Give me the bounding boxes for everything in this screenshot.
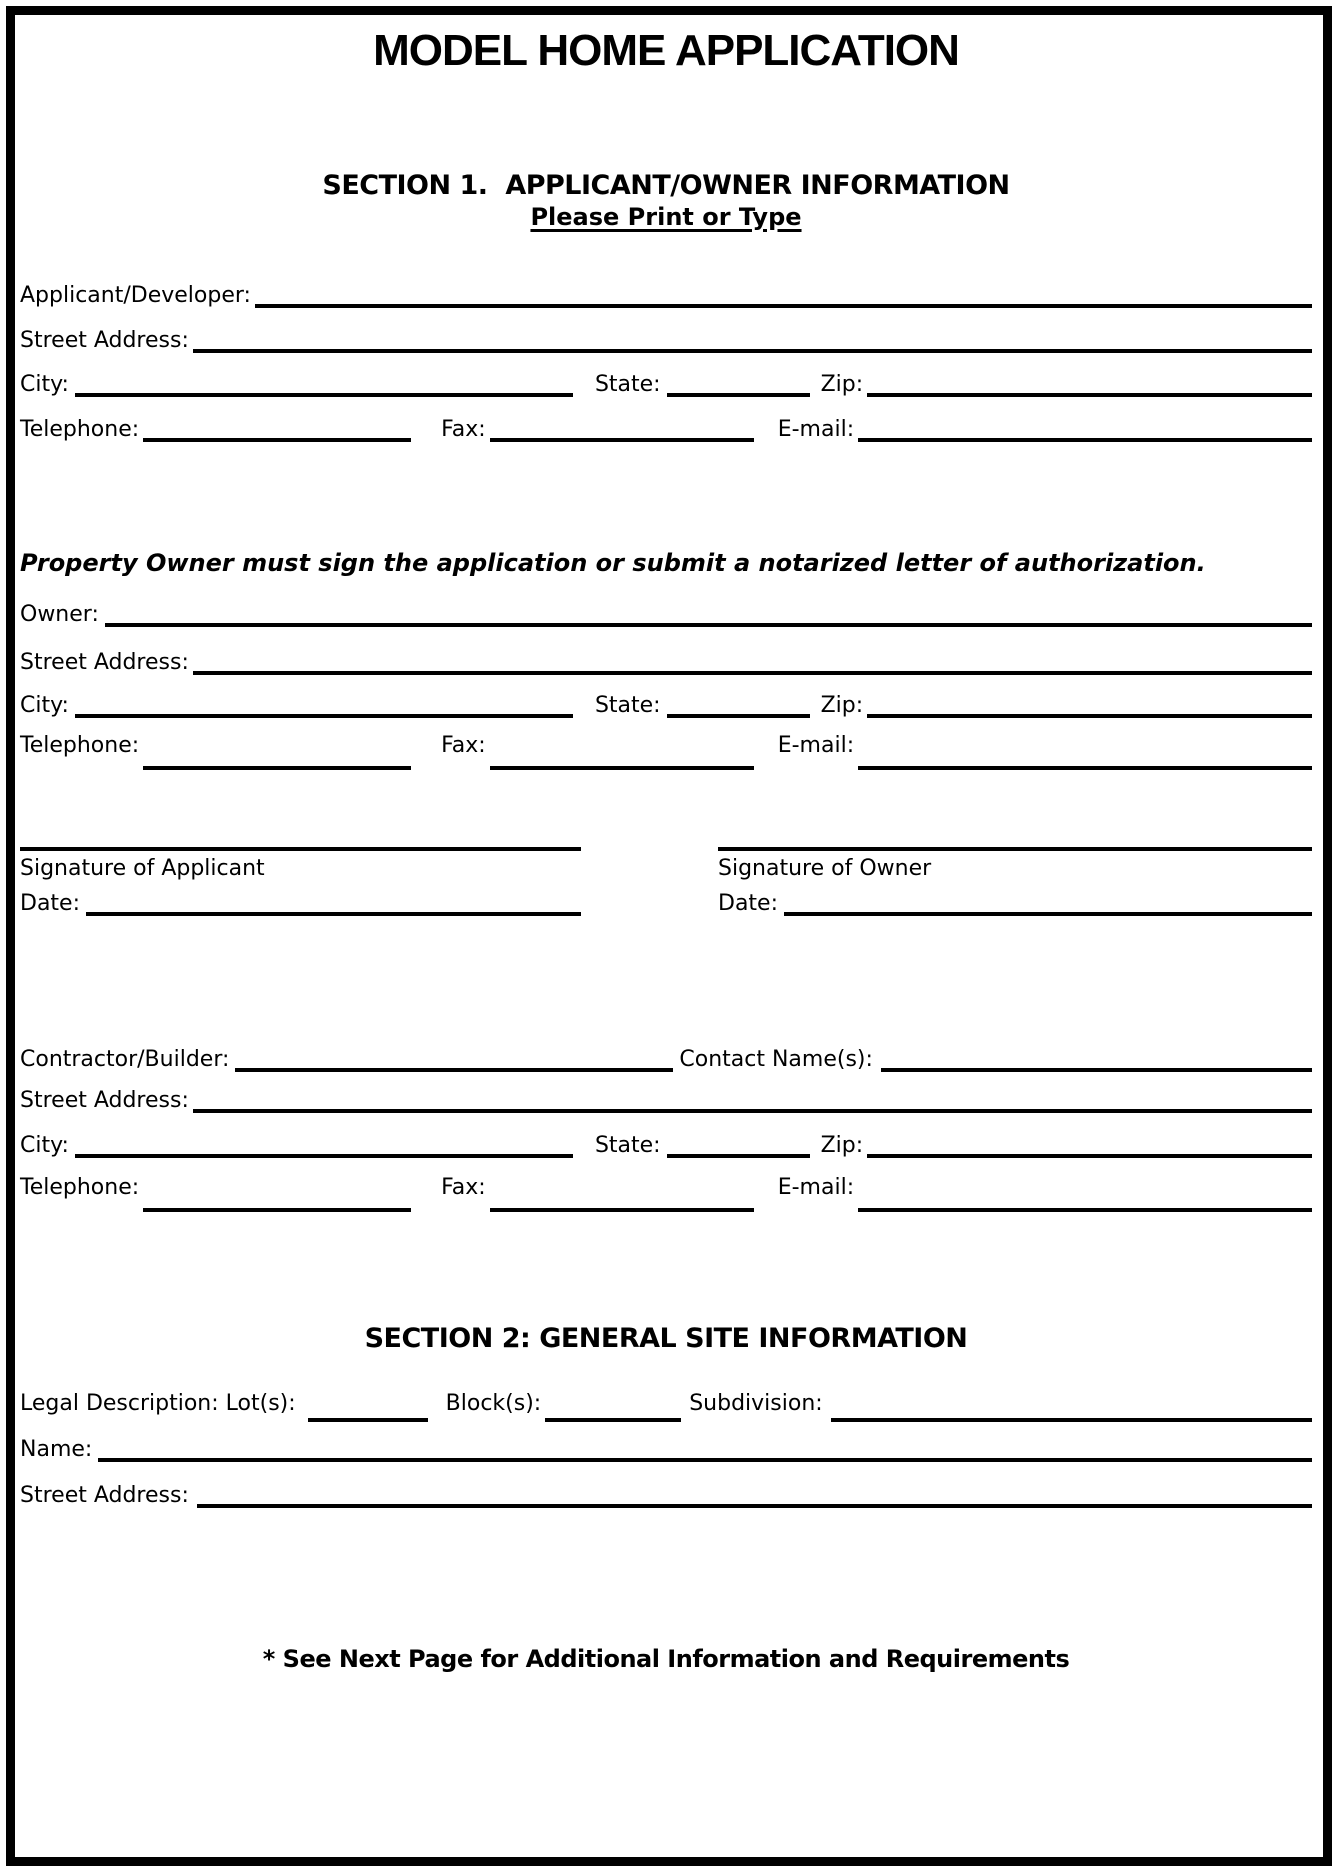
owner-email-label: E-mail: — [777, 732, 855, 758]
lot-input[interactable] — [308, 1418, 428, 1422]
site-street-address-input[interactable] — [197, 1504, 1312, 1508]
contractor-zip-label: Zip: — [820, 1132, 864, 1158]
owner-date-row — [718, 886, 1312, 916]
owner-row — [20, 597, 1312, 627]
signature-of-applicant-caption: Signature of Applicant — [20, 856, 265, 881]
applicant-signature-line[interactable] — [20, 847, 581, 851]
site-street-address-label: Street Address: — [20, 1482, 189, 1508]
name-label: Name: — [20, 1436, 93, 1462]
applicant-zip-label: Zip: — [820, 371, 864, 397]
applicant-street-address-label: Street Address: — [20, 327, 189, 353]
contact-names-label: Contact Name(s): — [679, 1046, 873, 1072]
owner-telephone-input[interactable] — [143, 766, 411, 770]
applicant-street-address-input[interactable] — [193, 349, 1312, 353]
contractor-telephone-row — [20, 1170, 1312, 1200]
site-street-address-row — [20, 1478, 1312, 1508]
applicant-telephone-row — [20, 412, 1312, 442]
subdivision-name-row — [20, 1432, 1312, 1462]
section1-heading: SECTION 1. APPLICANT/OWNER INFORMATION — [322, 170, 1010, 201]
applicant-email-label: E-mail: — [777, 416, 855, 442]
section2-heading: SECTION 2: GENERAL SITE INFORMATION — [364, 1323, 968, 1354]
owner-signature-line[interactable] — [718, 847, 1312, 851]
form-title: MODEL HOME APPLICATION — [373, 26, 959, 75]
owner-telephone-label: Telephone: — [20, 732, 140, 758]
owner-street-address-row — [20, 645, 1312, 675]
owner-fax-label: Fax: — [441, 732, 486, 758]
owner-signature-notice: Property Owner must sign the application or submit a notarized letter of authorization. — [20, 549, 1206, 577]
owner-input[interactable] — [105, 623, 1312, 627]
owner-date-input[interactable] — [784, 912, 1312, 916]
applicant-city-state-zip-row — [20, 367, 1312, 397]
applicant-date-input[interactable] — [86, 912, 581, 916]
applicant-state-input[interactable] — [667, 393, 810, 397]
applicant-zip-input[interactable] — [867, 393, 1312, 397]
owner-city-state-zip-row — [20, 688, 1312, 718]
owner-state-label: State: — [594, 692, 661, 718]
contractor-state-input[interactable] — [667, 1154, 810, 1158]
applicant-email-input[interactable] — [858, 438, 1312, 442]
owner-zip-label: Zip: — [820, 692, 864, 718]
owner-city-input[interactable] — [75, 714, 573, 718]
signature-of-owner-caption: Signature of Owner — [718, 856, 932, 881]
see-next-page-note: * See Next Page for Additional Information and Requirements — [262, 1645, 1070, 1673]
applicant-telephone-input[interactable] — [143, 438, 411, 442]
contractor-builder-row — [20, 1042, 1312, 1072]
contractor-street-address-label: Street Address: — [20, 1087, 189, 1113]
contractor-zip-input[interactable] — [867, 1154, 1312, 1158]
name-input[interactable] — [98, 1458, 1312, 1462]
contractor-telephone-label: Telephone: — [20, 1174, 140, 1200]
owner-label: Owner: — [20, 601, 99, 627]
applicant-developer-row — [20, 278, 1312, 308]
contractor-fax-input[interactable] — [490, 1208, 754, 1212]
owner-state-input[interactable] — [667, 714, 810, 718]
owner-email-input[interactable] — [858, 766, 1312, 770]
owner-signature-block — [718, 847, 1312, 916]
owner-date-label: Date: — [718, 890, 778, 916]
owner-street-address-label: Street Address: — [20, 649, 189, 675]
owner-zip-input[interactable] — [867, 714, 1312, 718]
applicant-fax-input[interactable] — [490, 438, 754, 442]
contractor-telephone-input[interactable] — [143, 1208, 411, 1212]
applicant-developer-label: Applicant/Developer: — [20, 282, 251, 308]
contractor-email-input[interactable] — [858, 1208, 1312, 1212]
contractor-city-state-zip-row — [20, 1128, 1312, 1158]
contractor-fax-label: Fax: — [441, 1174, 486, 1200]
applicant-date-row — [20, 886, 581, 916]
applicant-telephone-label: Telephone: — [20, 416, 140, 442]
owner-street-address-input[interactable] — [193, 671, 1312, 675]
contractor-builder-input[interactable] — [235, 1068, 673, 1072]
applicant-street-address-row — [20, 323, 1312, 353]
owner-fax-input[interactable] — [490, 766, 754, 770]
contractor-street-address-row — [20, 1083, 1312, 1113]
owner-city-label: City: — [20, 692, 69, 718]
contractor-builder-label: Contractor/Builder: — [20, 1046, 230, 1072]
applicant-city-label: City: — [20, 371, 69, 397]
block-label: Block(s): — [445, 1390, 542, 1416]
subdivision-input[interactable] — [831, 1418, 1312, 1422]
applicant-fax-label: Fax: — [441, 416, 486, 442]
contractor-state-label: State: — [594, 1132, 661, 1158]
section1-subheading: Please Print or Type — [530, 203, 802, 231]
legal-description-row — [20, 1388, 1312, 1416]
applicant-city-input[interactable] — [75, 393, 573, 397]
contractor-city-label: City: — [20, 1132, 69, 1158]
applicant-developer-input[interactable] — [255, 304, 1312, 308]
applicant-state-label: State: — [594, 371, 661, 397]
contractor-street-address-input[interactable] — [193, 1109, 1312, 1113]
contact-names-input[interactable] — [881, 1068, 1312, 1072]
contractor-city-input[interactable] — [75, 1154, 573, 1158]
contractor-email-label: E-mail: — [777, 1174, 855, 1200]
applicant-signature-block — [20, 847, 581, 916]
subdivision-label: Subdivision: — [689, 1390, 823, 1416]
applicant-date-label: Date: — [20, 890, 80, 916]
block-input[interactable] — [545, 1418, 681, 1422]
legal-description-lot-label: Legal Description: Lot(s): — [20, 1390, 296, 1416]
owner-telephone-row — [20, 728, 1312, 758]
